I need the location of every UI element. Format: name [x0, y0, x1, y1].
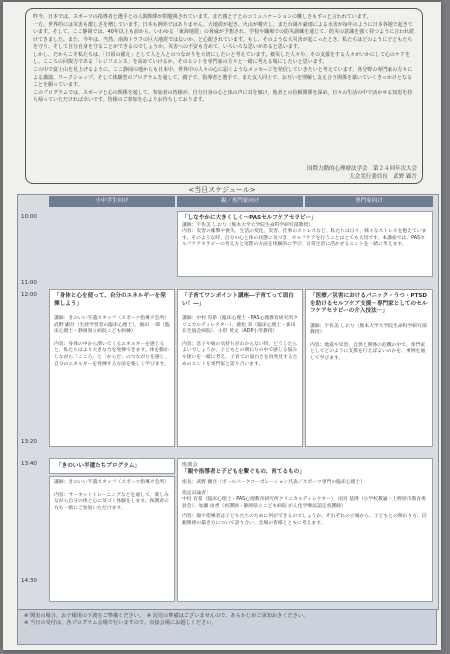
- column-header-pros: 専門家向け: [305, 196, 433, 207]
- session-pro-ptsd: [305, 289, 433, 447]
- session-body: 内容：身体の中から湧いてくるエネルギーを感じると、私たちはより大きな力を発揮できます。体を動かしながら「こころ」と「からだ」のつながりを感じ、自分のエネルギーを発揮する方法を楽しく学びます。: [54, 341, 170, 367]
- session-body: 内容：地震や災害、自然と関係の危機の中で、専門家としてどのように支援を行えばよいのかを、事例を通して学びます。: [310, 342, 426, 361]
- session-speaker: 講師：きのいい半遺スタッフ（スポーツ指導ヲ会所）: [54, 316, 169, 321]
- session-speaker: 講師：中村 有希（臨床心理士・PAS心理教育研究所クリニカルディレクター）、鹿松 奈（臨床心理士・新田在宅協会病院）、小形 英文（ADP小形教授）: [182, 316, 298, 335]
- intro-paragraph-1: 昨今、日本では、スポーツの指導者と選手との人間関係が問題視されています。また親と子とのコミュニケーションの難しさもずっと言われています。: [33, 14, 372, 20]
- schedule-title: <当日スケジュール>: [188, 186, 256, 194]
- footer-note-2: ※ 当日の受付は、各プログラム会場で行いますので、直接会場にお越しください。: [24, 620, 217, 626]
- session-title: 「親や指導者と子どもを繋ぐもの、育てるもの」: [182, 468, 305, 475]
- session-body: 内容：息子や娘の気持ちがわからない時、どうしたらよいでしょうか。子どもとの関わりの中で感じる悩みや迷いを一緒に考え、子育ての面白さを再発見するためのヒントを専門家と語り合います。: [182, 341, 298, 367]
- column-header-kids: 小中学生向け: [49, 196, 175, 207]
- session-body: 内容：サーキットトレーニングなどを通して、楽しみながら自分の体と心に気づく体験をします。保護者の方も一緒にご参加いただけます。: [54, 492, 169, 511]
- session-staff: 武野 顕吾（生涯学習者の臨床心理士）、堀田 一郎（臨床心理士・静岡県立病院こども病棟）: [54, 322, 170, 335]
- panel-members: 中村 有希（臨床心理士・PAS心理教育研究所クリニカルディレクター）、雨宮 基博（小学校教諭・上野原市教育委員会）、加藤 由香（看護師・静岡県立こども病院 がん化学療法認定看護師）: [182, 497, 426, 509]
- intro-paragraph-4: この中で富士山を見上げるように、ここ静岡の地からも日本中、世界中の人々の心に届くようなメッセージを発信していきたいと考えています。各分野の専門家の方々による講演、ワークショップ、そして体験型のプログラムを通して、親子で、指導者と選手で、また友人同士で、お互いを理解し支え合う関係を築いていくきっかけとなることを願っています。: [33, 67, 413, 88]
- organizer-line-2: 大会実行委員長 武野 顕吾: [349, 174, 417, 180]
- session-parenting: [177, 289, 303, 447]
- session-body: 内容：親や指導者は子どもたちのために何ができるのでしょうか。それぞれの立場から、子どもとの関わり方、信頼関係の築き方について語り合い、会場の皆様とともに考えます。: [182, 514, 427, 527]
- organizer-line-1: 国際力動的心理療法学会 第２４回年次大会: [306, 166, 417, 172]
- session-title: 「しなやかに大きくしく～PASセルフケアセラピー」: [182, 215, 317, 221]
- intro-paragraph-2: 一方、世界的には災害も激しさを増しています。日本も例外ではありません。大地震が起き、火山が噴火し、また台風や豪雨による水害が毎年のように日本各地で起きています。そして、ここ静岡では、40年以上も前から、いわゆる「東海地震」の脅威が予想され、学校や職場での防災訓練を通じて、防災の意識を強く持つように言われ続けてきました。また、今年は、当然、南海トラフの巨大地震ではないか、と心配されています。もし、そのような大災害が起こったとき、私たちはどのように子どもたちを守り、そして自分自身を守ることができるのでしょうか。災害への不安も含めて、いろいろな思いがあると思います。: [33, 22, 415, 50]
- session-selfcare-all: [177, 211, 433, 277]
- footer-notes: [17, 609, 437, 645]
- intro-paragraph-5: このプログラムでは、スポーツと心の関係を通して、参加者の皆様が、自分自身の心と体の声に耳を傾け、他者との信頼関係を深め、日々の生活の中で活かせる知恵を持ち帰っていただければ幸いです。皆様のご参加を心よりお待ちしております。: [33, 90, 413, 104]
- session-title: 「医療／災害におけるパニック・うつ・PTSDを助けるセルフケア支援－専門家としてのセルフケアセラピーの介入技法－」: [310, 293, 428, 314]
- session-body: 内容：災害の衝撃や喪失、生活の変化、災害、仕事のストレスなど、私たちは日々、様々なストレスを抱えています。そのような時、自分の心と体の状態に気づき、セルフケアを行うことはとても大切です。本講座では、PASセルフケアセラピーの考え方と実際の方法を体験的に学び、日常生活に活かせるヒントを一緒に考えます。: [182, 229, 427, 248]
- session-label: 座談会: [182, 462, 198, 468]
- time-label: 11:00: [21, 280, 37, 286]
- session-title: 「きのいい半遺たちプログラム」: [56, 463, 140, 469]
- footer-note-1: ※ 開実の場合、お子様用の下渡をご準備ください。 ※ 託児の準備はございませんので、あらかじめご承知おきください。: [24, 613, 309, 619]
- time-label: 12:00: [21, 292, 37, 298]
- session-title: 「身体と心を使って、自分のエネルギーを発揮しよう」: [54, 293, 166, 307]
- session-speaker: 講師：宇佐美 しおり（熊本大学大学院生命科学研究部教授）: [310, 323, 427, 336]
- time-label: 13:20: [21, 439, 37, 445]
- session-speaker: 講師：きのいい半遺スタッフ（スポーツ指導ヲ会所）: [54, 480, 169, 485]
- session-kids-energy: [49, 289, 175, 447]
- time-label: 10:00: [21, 214, 37, 220]
- intro-box: [25, 8, 423, 184]
- document-page: [3, 2, 441, 650]
- column-header-parents: 親／専門家向け: [177, 196, 303, 207]
- panel-label: 指定討論者：: [182, 490, 211, 496]
- intro-paragraph-3: しかし、だからこそ私たちは、「日頃の備え」として人と人とのつながりを大切にしたいと考えています。被災した人々や、その支援をする人々がいかにして心のケアをし、こころの回復力である「レジリエンス」を高めていけるか。そのヒントを専門家の方々と一緒に考える場にしたいと思います。: [33, 52, 411, 66]
- session-moderator: 座長：武野 顕吾（ボールパークコーポレーション代表／スポーツ専門の臨床心理士）: [182, 480, 365, 486]
- time-label: 13:40: [21, 461, 37, 467]
- session-speaker: 講師：宇佐美 しおり（熊本大学大学院生命科学研究部教授）: [182, 222, 314, 228]
- time-label: 14:30: [21, 578, 37, 584]
- session-kids-program: [49, 476, 175, 602]
- session-title: 「子育てワンポイント講座―子育てって面白い！―」: [182, 293, 294, 307]
- session-roundtable: [177, 458, 433, 602]
- session-kids-program-title-box: [49, 458, 175, 474]
